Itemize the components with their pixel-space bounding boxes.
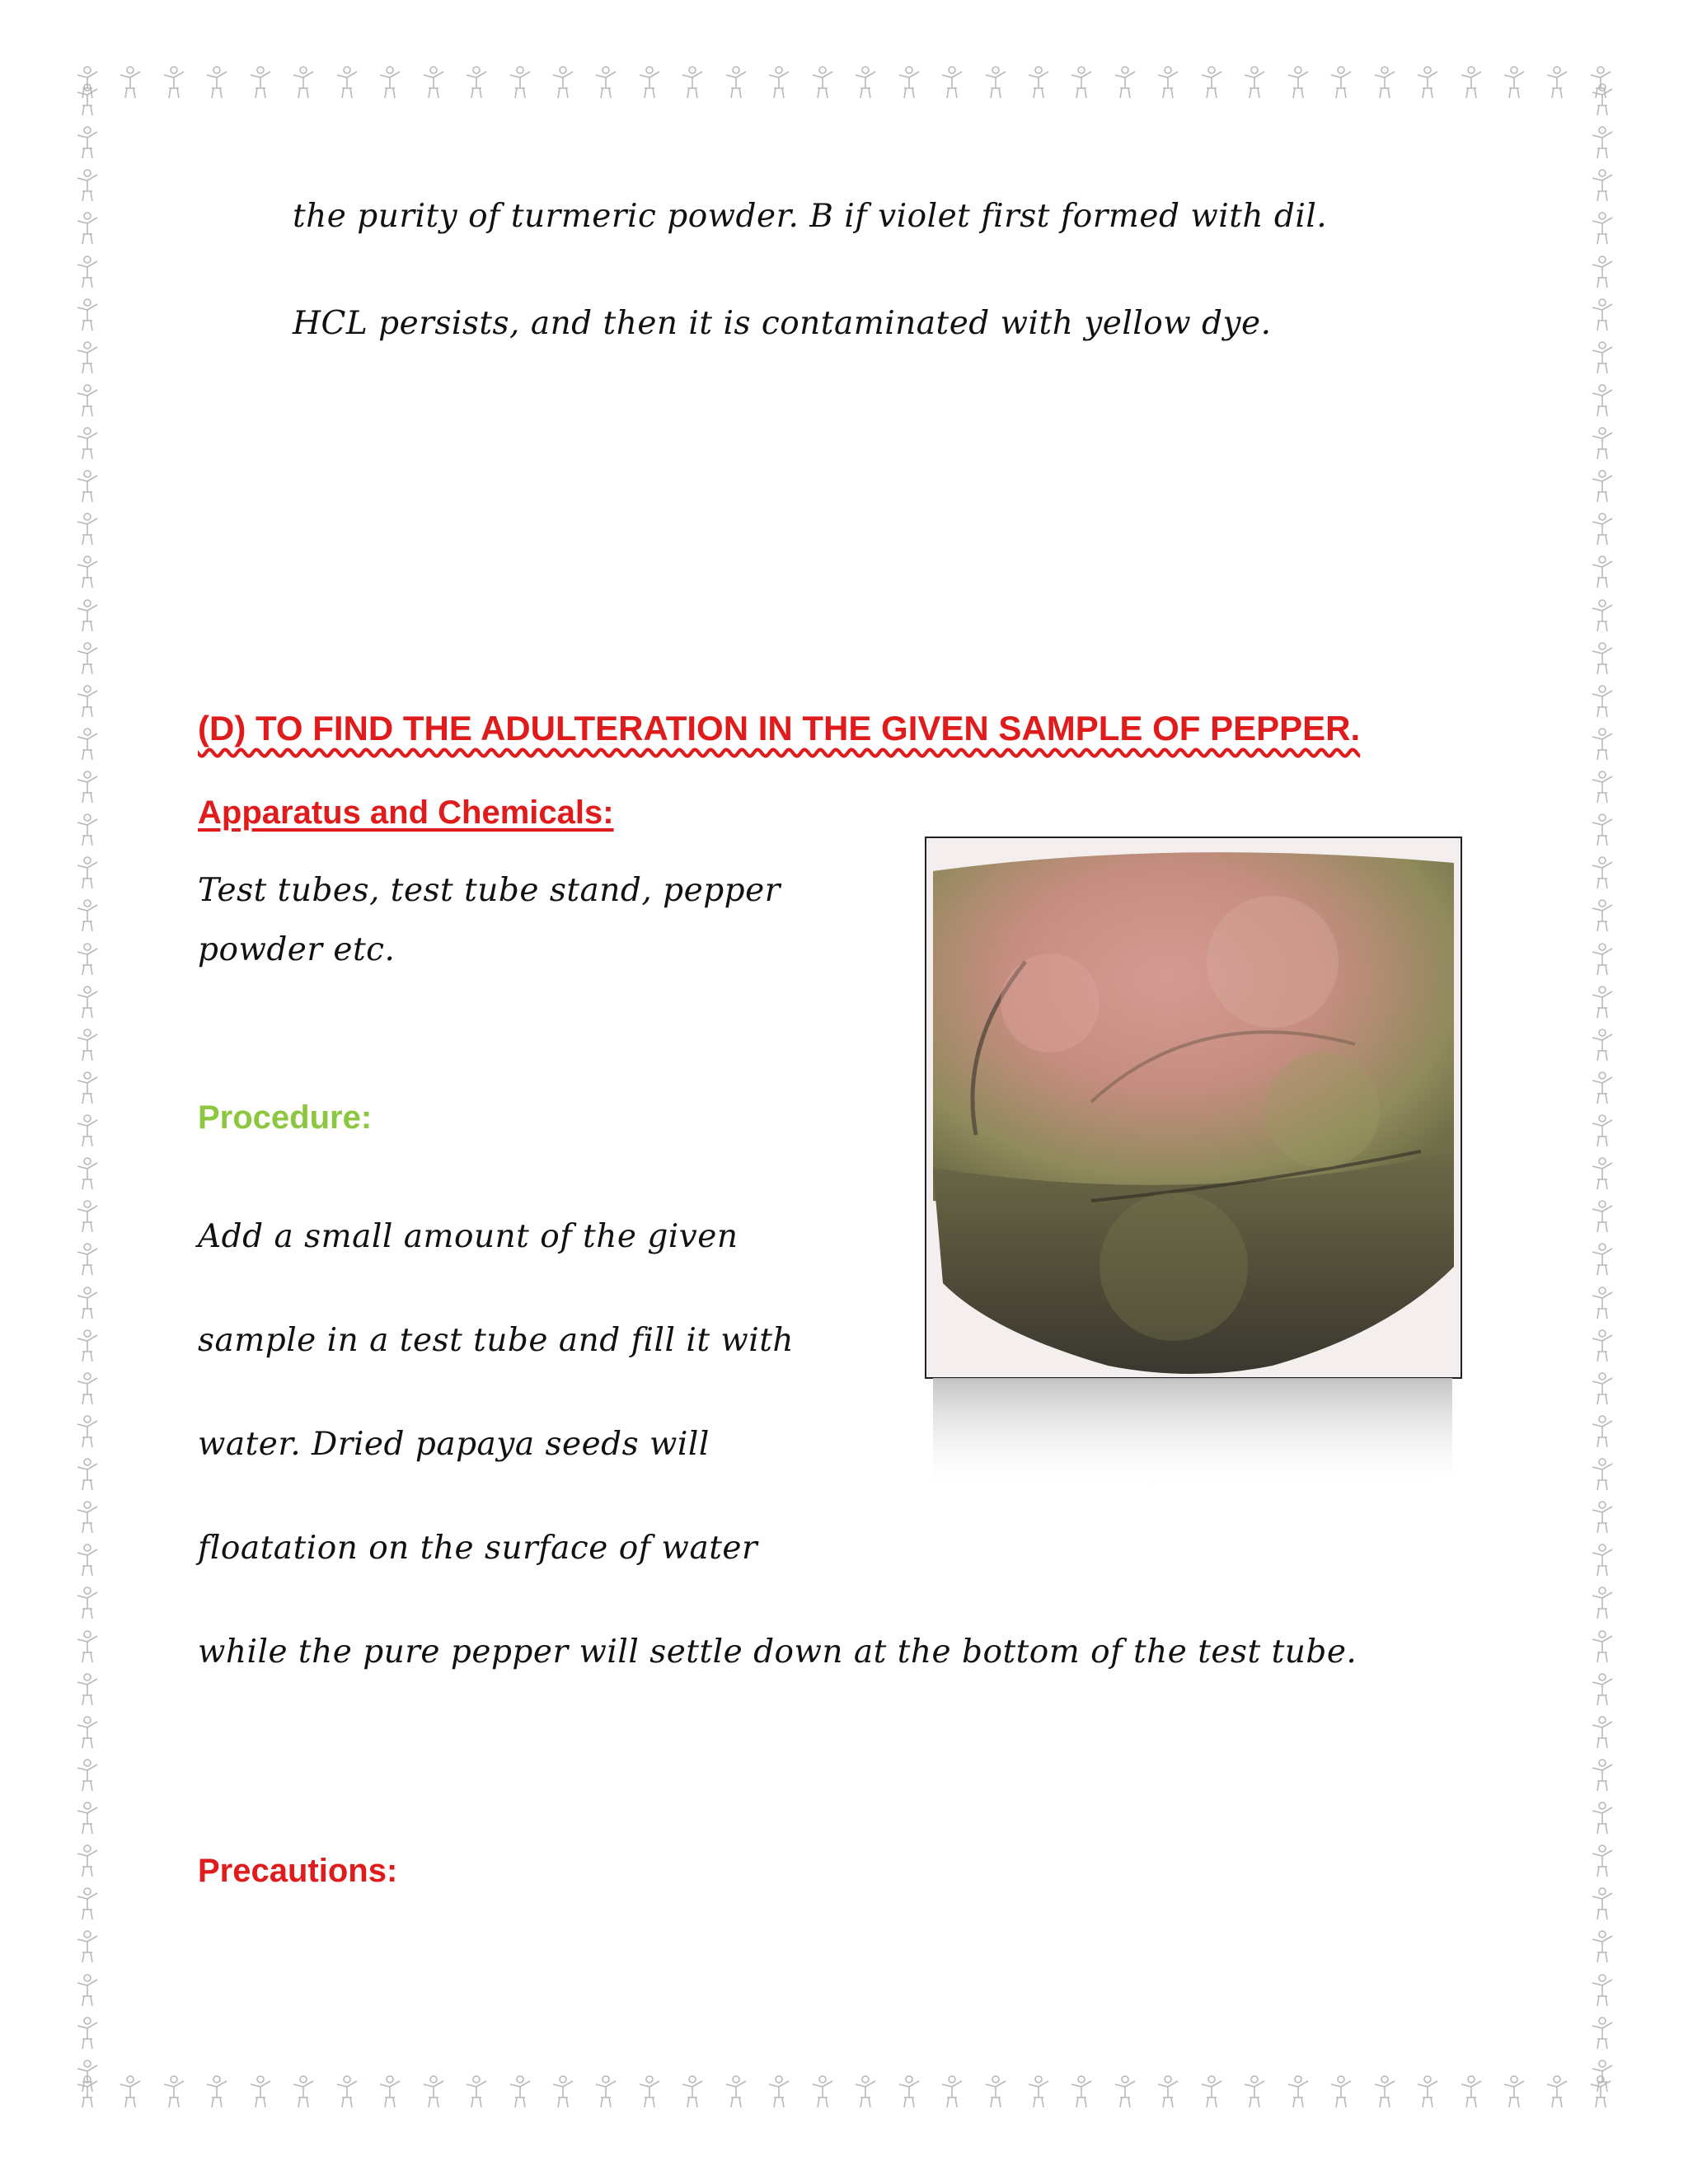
stick-figure-icon: [1587, 1414, 1617, 1449]
stick-figure-icon: [1283, 2074, 1313, 2109]
stick-figure-icon: [1587, 1543, 1617, 1577]
stick-figure-icon: [1587, 340, 1617, 375]
stick-figure-icon: [73, 255, 102, 289]
stick-figure-icon: [288, 2074, 318, 2109]
stick-figure-icon: [73, 1071, 102, 1105]
stick-figure-icon: [851, 2074, 880, 2109]
stick-figure-icon: [73, 168, 102, 203]
intro-line-2: HCL persists, and then it is contaminated with yellow dye.: [293, 305, 1272, 342]
stick-figure-icon: [1153, 65, 1183, 100]
stick-figure-icon: [1197, 2074, 1226, 2109]
stick-figure-icon: [73, 1156, 102, 1191]
stick-figure-icon: [1024, 65, 1053, 100]
stick-figure-icon: [1587, 1586, 1617, 1620]
stick-figure-icon: [159, 65, 189, 100]
stick-figure-icon: [1587, 641, 1617, 676]
stick-figure-icon: [1326, 65, 1356, 100]
stick-figure-icon: [1370, 2074, 1400, 2109]
stick-figure-icon: [73, 1371, 102, 1406]
stick-figure-icon: [246, 2074, 275, 2109]
stick-figure-icon: [1587, 125, 1617, 160]
stick-figure-icon: [1587, 1801, 1617, 1835]
stick-figure-icon: [1587, 1457, 1617, 1492]
stick-figure-icon: [894, 65, 924, 100]
stick-figure-icon: [548, 65, 578, 100]
stick-figure-icon: [981, 2074, 1010, 2109]
stick-figure-icon: [73, 1801, 102, 1835]
stick-figure-icon: [1587, 255, 1617, 289]
stick-figure-icon: [73, 1758, 102, 1793]
stick-figure-icon: [1587, 426, 1617, 461]
stick-figure-icon: [73, 1844, 102, 1878]
stick-figure-icon: [505, 65, 535, 100]
stick-figure-icon: [73, 2016, 102, 2050]
stick-figure-icon: [1240, 2074, 1269, 2109]
stick-figure-icon: [1542, 2074, 1572, 2109]
apparatus-line-2: powder etc.: [198, 931, 396, 968]
stick-figure-icon: [73, 1543, 102, 1577]
stick-figure-icon: [1587, 770, 1617, 804]
stick-figure-icon: [288, 65, 318, 100]
stick-figure-icon: [1587, 727, 1617, 762]
stick-figure-icon: [73, 684, 102, 719]
stick-figure-icon: [73, 1329, 102, 1363]
section-title: (D) TO FIND THE ADULTERATION IN THE GIVEN SAMPLE OF PEPPER.: [198, 709, 1361, 748]
stick-figure-icon: [937, 2074, 967, 2109]
stick-figure-icon: [1067, 2074, 1096, 2109]
stick-figure-icon: [73, 1242, 102, 1277]
page-border-top: [73, 59, 1615, 105]
stick-figure-icon: [1587, 855, 1617, 890]
stick-figure-icon: [1587, 168, 1617, 203]
stick-figure-icon: [851, 65, 880, 100]
stick-figure-icon: [73, 813, 102, 847]
stick-figure-icon: [1587, 1758, 1617, 1793]
stick-figure-icon: [1587, 684, 1617, 719]
stick-figure-icon: [73, 1715, 102, 1750]
stick-figure-icon: [981, 65, 1010, 100]
stick-figure-icon: [1110, 65, 1140, 100]
stick-figure-icon: [73, 555, 102, 589]
stick-figure-icon: [1326, 2074, 1356, 2109]
stick-figure-icon: [115, 65, 145, 100]
stick-figure-icon: [73, 1028, 102, 1062]
stick-figure-icon: [73, 1286, 102, 1320]
stick-figure-icon: [73, 1500, 102, 1535]
apparatus-line-1: Test tubes, test tube stand, pepper: [198, 872, 781, 909]
stick-figure-icon: [73, 1199, 102, 1234]
precautions-heading: Precautions:: [198, 1853, 398, 1889]
stick-figure-icon: [1587, 1071, 1617, 1105]
stick-figure-icon: [73, 1586, 102, 1620]
stick-figure-icon: [73, 211, 102, 246]
stick-figure-icon: [332, 65, 362, 100]
stick-figure-icon: [375, 65, 405, 100]
stick-figure-icon: [1587, 555, 1617, 589]
stick-figure-icon: [1587, 1156, 1617, 1191]
stick-figure-icon: [462, 2074, 491, 2109]
stick-figure-icon: [721, 65, 751, 100]
stick-figure-icon: [73, 383, 102, 418]
stick-figure-icon: [1153, 2074, 1183, 2109]
stick-figure-icon: [73, 298, 102, 332]
stick-figure-icon: [1587, 1844, 1617, 1878]
stick-figure-icon: [1587, 898, 1617, 933]
stick-figure-icon: [1587, 1715, 1617, 1750]
stick-figure-icon: [1587, 1371, 1617, 1406]
pepper-powder-photo: [925, 837, 1462, 1379]
stick-figure-icon: [1587, 512, 1617, 546]
stick-figure-icon: [1587, 1242, 1617, 1277]
stick-figure-icon: [73, 82, 102, 117]
stick-figure-icon: [721, 2074, 751, 2109]
photo-reflection: [925, 1378, 1461, 1576]
stick-figure-icon: [73, 1457, 102, 1492]
stick-figure-icon: [73, 942, 102, 977]
stick-figure-icon: [73, 855, 102, 890]
stick-figure-icon: [115, 2074, 145, 2109]
stick-figure-icon: [73, 770, 102, 804]
stick-figure-icon: [73, 2059, 102, 2093]
stick-figure-icon: [419, 65, 448, 100]
stick-figure-icon: [1587, 383, 1617, 418]
stick-figure-icon: [1587, 1929, 1617, 1964]
stick-figure-icon: [73, 598, 102, 633]
procedure-heading: Procedure:: [198, 1099, 373, 1136]
page-border-bottom: [73, 2069, 1615, 2115]
stick-figure-icon: [202, 2074, 232, 2109]
stick-figure-icon: [1587, 1028, 1617, 1062]
stick-figure-icon: [764, 65, 794, 100]
stick-figure-icon: [1587, 2059, 1617, 2093]
stick-figure-icon: [1587, 2016, 1617, 2050]
stick-figure-icon: [1587, 298, 1617, 332]
stick-figure-icon: [1456, 65, 1486, 100]
stick-figure-icon: [73, 641, 102, 676]
stick-figure-icon: [1587, 211, 1617, 246]
stick-figure-icon: [73, 512, 102, 546]
stick-figure-icon: [73, 1929, 102, 1964]
stick-figure-icon: [1587, 82, 1617, 117]
stick-figure-icon: [73, 469, 102, 504]
stick-figure-icon: [505, 2074, 535, 2109]
stick-figure-icon: [1542, 65, 1572, 100]
stick-figure-icon: [73, 1672, 102, 1707]
stick-figure-icon: [73, 1629, 102, 1664]
stick-figure-icon: [202, 65, 232, 100]
stick-figure-icon: [1587, 1199, 1617, 1234]
stick-figure-icon: [1283, 65, 1313, 100]
stick-figure-icon: [764, 2074, 794, 2109]
stick-figure-icon: [73, 125, 102, 160]
stick-figure-icon: [1456, 2074, 1486, 2109]
stick-figure-icon: [73, 1886, 102, 1921]
stick-figure-icon: [73, 1414, 102, 1449]
stick-figure-icon: [73, 898, 102, 933]
stick-figure-icon: [1587, 813, 1617, 847]
stick-figure-icon: [1587, 598, 1617, 633]
procedure-line-5: while the pure pepper will settle down at the bottom of the test tube.: [198, 1633, 1357, 1671]
stick-figure-icon: [332, 2074, 362, 2109]
stick-figure-icon: [678, 2074, 707, 2109]
stick-figure-icon: [1370, 65, 1400, 100]
stick-figure-icon: [73, 1973, 102, 2008]
page-border-right: [1579, 82, 1625, 2093]
stick-figure-icon: [1110, 2074, 1140, 2109]
stick-figure-icon: [1587, 1286, 1617, 1320]
stick-figure-icon: [1024, 2074, 1053, 2109]
stick-figure-icon: [1413, 2074, 1442, 2109]
stick-figure-icon: [937, 65, 967, 100]
stick-figure-icon: [73, 340, 102, 375]
stick-figure-icon: [73, 985, 102, 1019]
stick-figure-icon: [635, 2074, 664, 2109]
procedure-line-1: Add a small amount of the given: [198, 1218, 738, 1255]
stick-figure-icon: [1587, 985, 1617, 1019]
apparatus-heading: Apparatus and Chemicals:: [198, 794, 614, 831]
stick-figure-icon: [635, 65, 664, 100]
stick-figure-icon: [419, 2074, 448, 2109]
stick-figure-icon: [159, 2074, 189, 2109]
page-border-left: [64, 82, 110, 2093]
stick-figure-icon: [1413, 65, 1442, 100]
stick-figure-icon: [462, 65, 491, 100]
procedure-line-4: floatation on the surface of water: [198, 1530, 758, 1567]
stick-figure-icon: [1587, 1886, 1617, 1921]
stick-figure-icon: [1587, 1672, 1617, 1707]
stick-figure-icon: [548, 2074, 578, 2109]
stick-figure-icon: [678, 65, 707, 100]
stick-figure-icon: [375, 2074, 405, 2109]
stick-figure-icon: [1197, 65, 1226, 100]
stick-figure-icon: [1067, 65, 1096, 100]
stick-figure-icon: [246, 65, 275, 100]
stick-figure-icon: [1587, 1500, 1617, 1535]
stick-figure-icon: [1587, 1973, 1617, 2008]
stick-figure-icon: [1499, 2074, 1529, 2109]
stick-figure-icon: [591, 2074, 621, 2109]
stick-figure-icon: [1587, 1113, 1617, 1148]
procedure-line-2: sample in a test tube and fill it with: [198, 1322, 795, 1359]
procedure-line-3: water. Dried papaya seeds will: [198, 1426, 710, 1463]
stick-figure-icon: [894, 2074, 924, 2109]
stick-figure-icon: [73, 727, 102, 762]
intro-line-1: the purity of turmeric powder. B if violet first formed with dil.: [293, 198, 1328, 235]
stick-figure-icon: [808, 65, 837, 100]
stick-figure-icon: [1499, 65, 1529, 100]
stick-figure-icon: [591, 65, 621, 100]
stick-figure-icon: [1587, 1629, 1617, 1664]
stick-figure-icon: [1587, 942, 1617, 977]
stick-figure-icon: [1587, 469, 1617, 504]
stick-figure-icon: [73, 1113, 102, 1148]
stick-figure-icon: [808, 2074, 837, 2109]
stick-figure-icon: [1587, 1329, 1617, 1363]
stick-figure-icon: [73, 426, 102, 461]
stick-figure-icon: [1240, 65, 1269, 100]
